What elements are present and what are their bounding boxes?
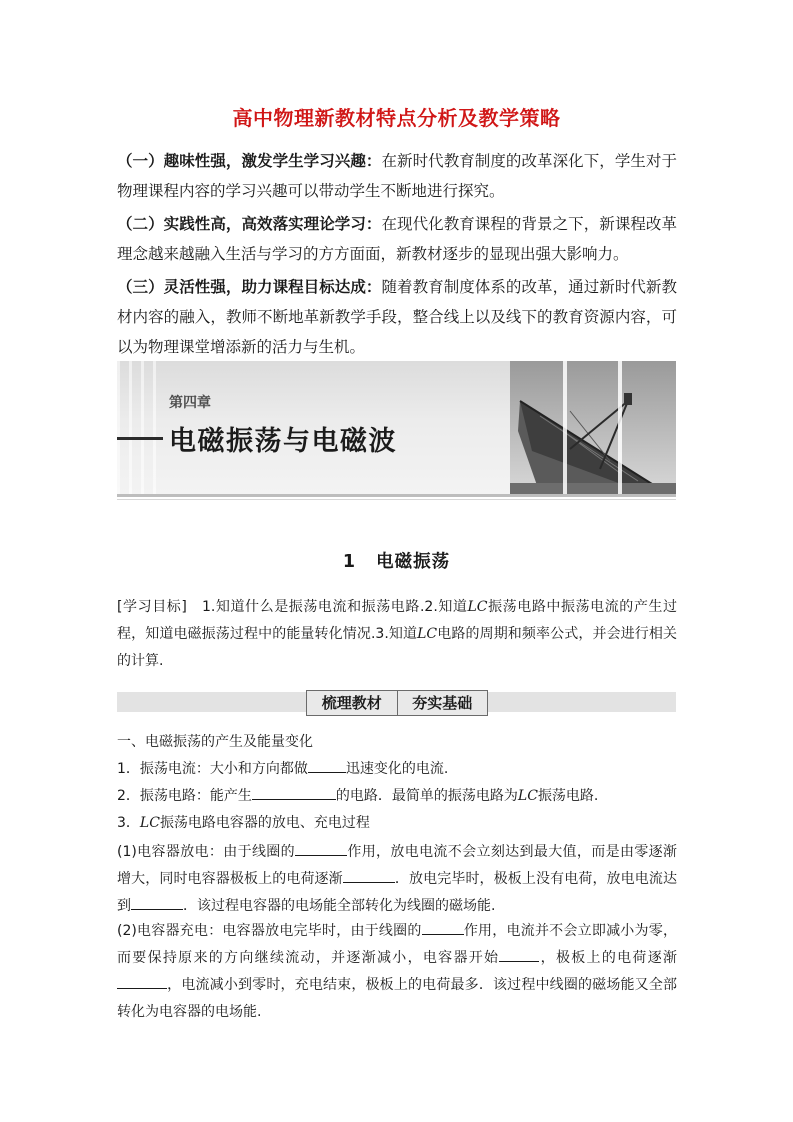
fill-blank [295,841,347,856]
fill-blank [252,785,336,800]
content-item-3: 3．LC振荡电路电容器的放电、充电过程 [117,815,370,831]
fill-blank [131,895,183,910]
banner-underline [117,494,676,497]
chapter-number: 第四章 [169,395,211,411]
goal-label: [学习目标] [117,599,187,615]
p2-text-d: ，电流减小到零时，充电结束，极板上的电荷最多．该过程中线圈的磁场能又全部转化为电容器的电场能. [117,977,677,1020]
content-paragraph-charge [117,918,677,1026]
item2-lc: LC [517,788,538,804]
page-title: 高中物理新教材特点分析及教学策略 [232,106,561,130]
intro-text-1: 在新时代教育制度的改革深化下，学生对于物理课程内容的学习兴趣可以带动学生不断地进行探究。 [117,152,677,200]
fill-blank [499,947,539,962]
section-number: 1 [342,552,357,572]
chapter-title-rule [117,437,163,440]
intro-paragraph-1 [117,146,677,206]
p1-text-b: 作用，放电电流不会立刻达到最大值，而是由零逐渐增大，同时电容器极板上的电荷逐渐 [117,844,677,887]
section-divider-label [306,690,488,716]
banner-underline-thin [117,499,676,500]
item3-lc: LC [139,815,160,831]
item2-text-a: 2．振荡电路：能产生 [117,788,252,804]
section-title [0,548,793,573]
learning-goals [117,594,677,675]
goal-lc-1: LC [467,599,488,615]
content-item-2 [117,783,677,810]
goal-text-3: 电路的周期和频率公式，并会进行相关的计算. [117,626,678,669]
fill-blank [343,868,395,883]
intro-paragraph-3 [117,272,677,362]
p1-text-d: ．该过程电容器的电场能全部转化为线圈的磁场能. [183,898,496,914]
banner-stripes [117,361,165,494]
satellite-dish-image [510,361,676,494]
p2-text-a: (2)电容器充电：电容器放电完毕时，由于线圈的 [117,923,422,939]
p1-text-a: (1)电容器放电：由于线圈的 [117,844,295,860]
p1-text-c: ．放电完毕时，极板上没有电荷，放电电流达到 [117,871,678,914]
chapter-banner [117,361,676,494]
content-paragraph-discharge [117,839,677,920]
item1-text-a: 1．振荡电流：大小和方向都做 [117,761,308,777]
p2-text-c: ，极板上的电荷逐渐 [539,950,678,966]
intro-text-3: 随着教育制度体系的改革，通过新时代新教材内容的融入，教师不断地革新教学手段，整合线上以及线下的教育资源内容，可以为物理课堂增添新的活力与生机。 [117,278,677,356]
intro-paragraph-2 [117,209,677,269]
intro-bold-3: （三）灵活性强，助力课程目标达成： [117,278,382,296]
item2-text-c: 振荡电路. [537,788,599,804]
fill-blank [422,920,464,935]
item1-text-b: 迅速变化的电流. [345,761,449,777]
goal-text-1: 1.知道什么是振荡电流和振荡电路.2.知道 [201,599,468,615]
fill-blank [308,758,346,773]
intro-bold-1: （一）趣味性强，激发学生学习兴趣： [117,152,382,170]
intro-bold-2: （二）实践性高，高效落实理论学习： [117,215,382,233]
fill-blank [117,974,167,989]
goal-text-2: 振荡电路中振荡电流的产生过程，知道电磁振荡过程中的能量转化情况.3.知道 [117,599,677,642]
intro-text-2: 在现代化教育课程的背景之下，新课程改革理念越来越融入生活与学习的方方面面，新教材逐步的显现出强大影响力。 [117,215,677,263]
goal-lc-2: LC [417,626,438,642]
content-item-1 [117,756,677,783]
chapter-title: 电磁振荡与电磁波 [169,426,397,457]
p2-text-b: 作用，电流并不会立即减小为零，而要保持原来的方向继续流动，并逐渐减小，电容器开始 [117,923,677,966]
item2-text-b: 的电路．最简单的振荡电路为 [335,788,518,804]
divider-right-label: 夯实基础 [397,691,488,715]
section-name: 电磁振荡 [376,552,451,572]
content-heading: 一、电磁振荡的产生及能量变化 [117,734,313,750]
item3-text-a: 振荡电路电容器的放电、充电过程 [159,815,370,831]
divider-left-label: 梳理教材 [321,694,382,712]
